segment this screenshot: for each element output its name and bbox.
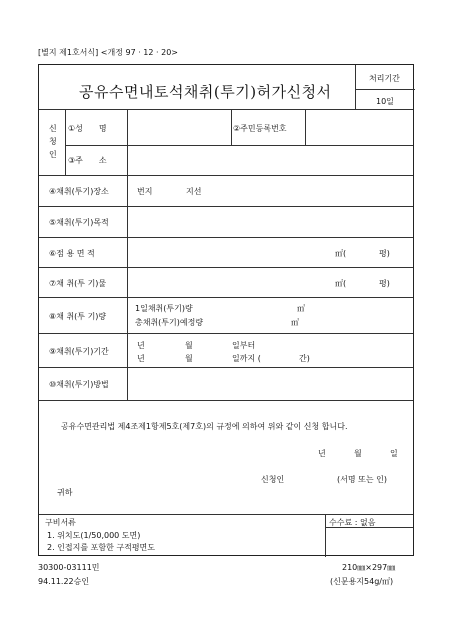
volume-unit-sqm: ㎡( <box>335 279 347 288</box>
area-unit-pyeong: 평) <box>379 249 390 258</box>
processing-value: 10일 <box>376 97 394 106</box>
period-start-month: 월 <box>185 341 193 350</box>
period-label: ⑨채취(투기)기간 <box>49 347 109 356</box>
form-title: 공유수면내토석채취(투기)허가신청서 <box>79 83 332 101</box>
fee: 수수료 : 없음 <box>329 518 376 527</box>
address-label: ③주 소 <box>68 156 107 165</box>
method-label: ⑩채취(투기)방법 <box>49 380 109 389</box>
applicant-group-char-2: 청 <box>49 137 57 146</box>
period-start-day: 일부터 <box>232 341 256 350</box>
location-shore: 지선 <box>186 187 202 196</box>
total-amount-label: 총채취(투기)예정량 <box>135 318 204 327</box>
date-day: 일 <box>390 449 398 458</box>
documents-title: 구비서류 <box>45 518 76 527</box>
addressee: 귀하 <box>57 488 73 497</box>
footer-code: 30300-03111민 <box>38 563 100 572</box>
statement: 공유수면관리법 제4조제1항제5호(제7호)의 규정에 의하여 위와 같이 신청 합니다. <box>61 422 348 431</box>
form-header: [별지 제1호서식] <개정 97 · 12 · 20> <box>38 48 178 57</box>
period-end-month: 월 <box>185 354 193 363</box>
date-year: 년 <box>318 449 326 458</box>
signature-note: (서명 또는 인) <box>337 475 387 484</box>
signature-label: 신청인 <box>261 475 285 484</box>
period-duration: 간) <box>299 354 310 363</box>
date-month: 월 <box>354 449 362 458</box>
document-item-1: 1. 위치도(1/50,000 도면) <box>47 531 141 540</box>
id-number-label: ②주민등록번호 <box>233 124 287 133</box>
daily-amount-label: 1일채취(투기)량 <box>135 304 193 313</box>
area-label: ⑥점 용 면 적 <box>49 249 95 258</box>
footer-approval: 94.11.22승인 <box>38 577 90 586</box>
amount-label: ⑧채 취(투 기)량 <box>49 312 107 321</box>
document-item-2: 2. 인접지를 포함한 구적평면도 <box>47 543 155 552</box>
location-label: ④채취(투기)장소 <box>49 187 109 196</box>
period-start-year: 년 <box>137 341 145 350</box>
area-unit-sqm: ㎡( <box>335 249 347 258</box>
footer-paper: (신문용지54g/㎡) <box>330 577 394 586</box>
volume-label: ⑦채 취(투 기)물 <box>49 279 107 288</box>
daily-amount-unit: ㎥ <box>297 304 305 313</box>
period-end-year: 년 <box>137 354 145 363</box>
total-amount-unit: ㎥ <box>291 318 299 327</box>
name-label: ①성 명 <box>68 124 107 133</box>
purpose-label: ⑤채취(투기)목적 <box>49 218 109 227</box>
location-lot: 번지 <box>137 187 153 196</box>
processing-label: 처리기간 <box>369 74 400 83</box>
application-form <box>38 64 414 556</box>
applicant-group-char-3: 인 <box>49 150 57 159</box>
volume-unit-pyeong: 평) <box>379 279 390 288</box>
period-end-day: 일까지 ( <box>232 354 261 363</box>
footer-size: 210㎜×297㎜ <box>342 563 396 572</box>
applicant-group-char-1: 신 <box>49 124 57 133</box>
